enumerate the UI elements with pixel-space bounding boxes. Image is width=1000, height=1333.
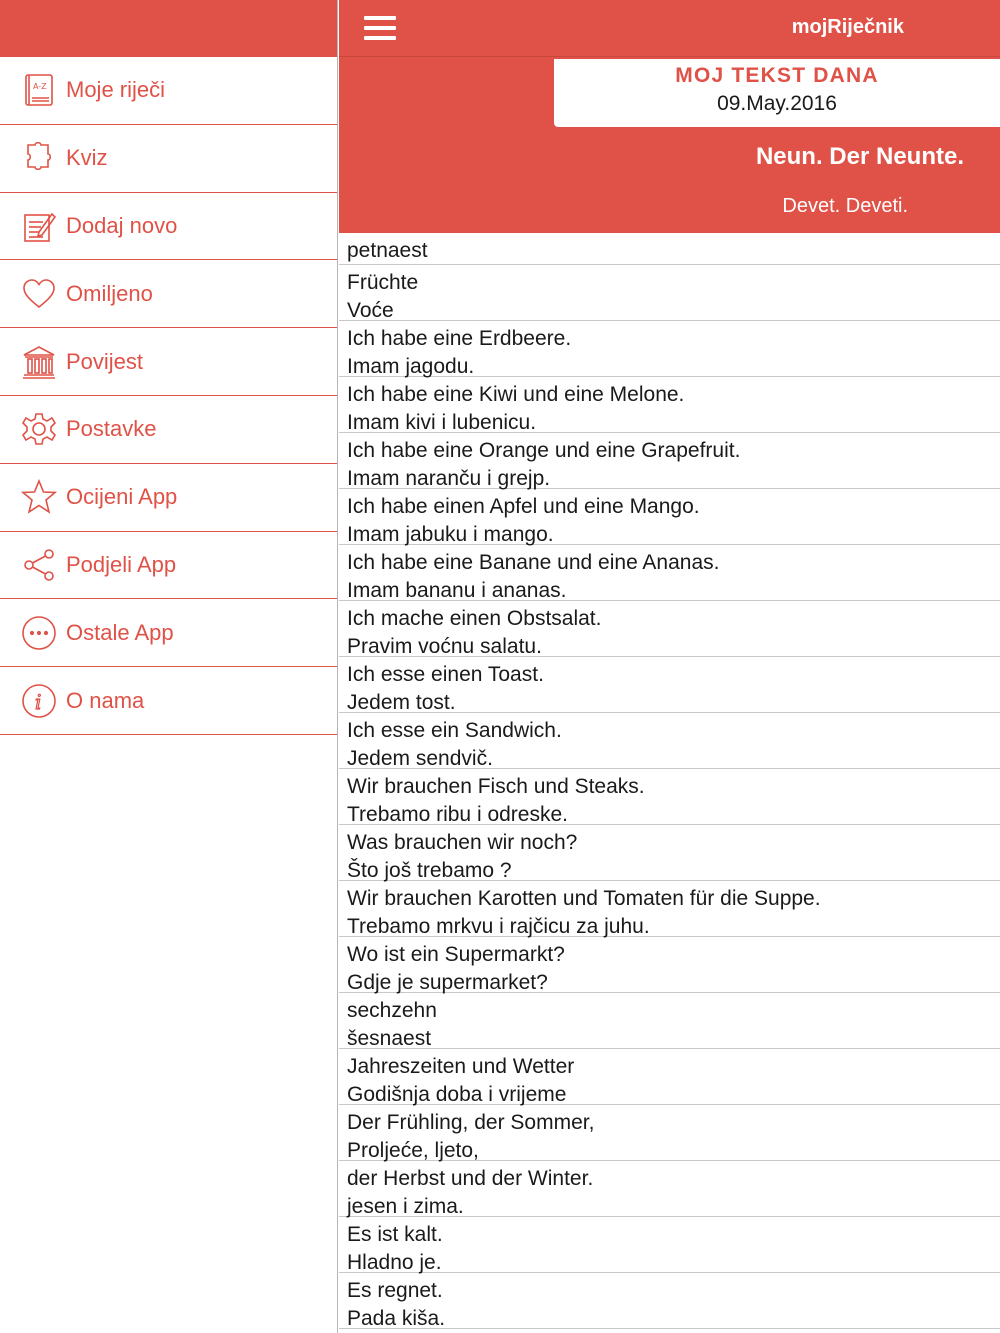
sidebar-item-label: Dodaj novo xyxy=(66,212,178,238)
list-item[interactable] xyxy=(339,601,1000,657)
sentence-german: Ich habe eine Erdbeere. xyxy=(347,327,572,350)
sidebar-item-kviz[interactable] xyxy=(0,125,337,193)
sentence-german: Was brauchen wir noch? xyxy=(347,831,578,854)
daily-text-card xyxy=(554,59,1000,127)
daily-text-panel xyxy=(339,57,1000,233)
list-item[interactable] xyxy=(339,545,1000,601)
more-icon xyxy=(20,614,58,652)
app-title: mojRiječnik xyxy=(791,16,904,38)
daily-text-title: MOJ TEKST DANA xyxy=(675,64,879,87)
sidebar-item-label: Kviz xyxy=(66,145,108,171)
svg-text:A-Z: A-Z xyxy=(33,82,47,92)
list-item[interactable] xyxy=(339,265,1000,321)
gear-icon xyxy=(20,410,58,448)
sentence-german: Wir brauchen Fisch und Steaks. xyxy=(347,775,645,798)
sentence-german: Ich habe eine Banane und eine Ananas. xyxy=(347,551,720,574)
sentence-croatian: Godišnja doba i vrijeme xyxy=(347,1082,567,1106)
sidebar-item-podjeli-app[interactable] xyxy=(0,532,337,600)
sentence-german: Es regnet. xyxy=(347,1279,443,1302)
info-icon xyxy=(20,682,58,720)
list-item[interactable] xyxy=(339,377,1000,433)
list-item[interactable] xyxy=(339,937,1000,993)
list-item[interactable] xyxy=(339,1105,1000,1161)
sidebar-item-povijest[interactable] xyxy=(0,328,337,396)
sentence-croatian: Voće xyxy=(347,298,394,322)
edit-note-icon xyxy=(20,207,58,245)
sentence-german: Der Frühling, der Sommer, xyxy=(347,1111,595,1134)
sentence-croatian: Pravim voćnu salatu. xyxy=(347,634,542,658)
list-item[interactable] xyxy=(339,881,1000,937)
dictionary-book-icon xyxy=(20,71,58,109)
sentence-croatian: Proljeće, ljeto, xyxy=(347,1138,479,1162)
sentence-croatian: jesen i zima. xyxy=(347,1194,464,1218)
main-content xyxy=(339,0,1000,1333)
sentence-croatian: Jedem sendvič. xyxy=(347,746,493,770)
daily-text-date: 09.May.2016 xyxy=(717,92,837,115)
sentence-croatian: Trebamo mrkvu i rajčicu za juhu. xyxy=(347,914,650,938)
sentence-german: Ich habe eine Orange und eine Grapefruit. xyxy=(347,439,741,462)
sentence-croatian: Imam bananu i ananas. xyxy=(347,578,567,602)
sentence-german: Es ist kalt. xyxy=(347,1223,443,1246)
sentence-croatian: Jedem tost. xyxy=(347,690,456,714)
sentence-croatian: Gdje je supermarket? xyxy=(347,970,548,994)
sidebar-item-postavke[interactable] xyxy=(0,396,337,464)
puzzle-icon xyxy=(20,139,58,177)
list-item[interactable] xyxy=(339,825,1000,881)
sidebar-header xyxy=(0,0,337,57)
sidebar-item-o-nama[interactable] xyxy=(0,667,337,735)
daily-phrase-german: Neun. Der Neunte. xyxy=(755,143,964,170)
sentence-croatian: Imam jabuku i mango. xyxy=(347,522,554,546)
sentence-croatian: Imam naranču i grejp. xyxy=(347,466,551,490)
sentence-croatian: Imam jagodu. xyxy=(347,354,475,378)
sidebar-item-label: Ocijeni App xyxy=(66,484,178,510)
sidebar xyxy=(0,0,338,1333)
sentence-german: Ich mache einen Obstsalat. xyxy=(347,607,602,630)
hamburger-menu-icon[interactable] xyxy=(361,12,399,44)
list-item[interactable] xyxy=(339,489,1000,545)
sentence-croatian: Što još trebamo ? xyxy=(347,858,512,882)
list-item[interactable] xyxy=(339,1049,1000,1105)
sidebar-item-ocijeni-app[interactable] xyxy=(0,464,337,532)
sentence-croatian: Pada kiša. xyxy=(347,1306,446,1330)
sentence-list[interactable] xyxy=(339,234,1000,1329)
list-item[interactable] xyxy=(339,1217,1000,1273)
navigation-bar xyxy=(339,0,1000,57)
list-item[interactable] xyxy=(339,433,1000,489)
sentence-german: Wo ist ein Supermarkt? xyxy=(347,943,565,966)
sentence-croatian: Trebamo ribu i odreske. xyxy=(347,802,568,826)
list-item[interactable] xyxy=(339,1161,1000,1217)
sidebar-item-label: Postavke xyxy=(66,416,157,442)
sentence-croatian: Hladno je. xyxy=(347,1250,442,1274)
sentence-german: Ich esse ein Sandwich. xyxy=(347,719,562,742)
svg-text:i: i xyxy=(35,689,42,714)
list-item[interactable] xyxy=(339,657,1000,713)
sentence-german: Jahreszeiten und Wetter xyxy=(347,1055,575,1078)
sidebar-item-label: Ostale App xyxy=(66,619,174,645)
sentence-german: sechzehn xyxy=(347,999,437,1022)
list-item[interactable] xyxy=(339,993,1000,1049)
share-icon xyxy=(20,546,58,584)
sidebar-item-moje-rijeci[interactable] xyxy=(0,57,337,125)
list-item[interactable] xyxy=(339,234,1000,265)
sidebar-item-label: Podjeli App xyxy=(66,551,177,577)
sentence-german: Ich esse einen Toast. xyxy=(347,663,544,686)
sentence-croatian: šesnaest xyxy=(347,1026,432,1050)
daily-phrase-croatian: Devet. Deveti. xyxy=(782,195,908,217)
list-item[interactable] xyxy=(339,321,1000,377)
list-item[interactable] xyxy=(339,713,1000,769)
sentence-german: Ich habe eine Kiwi und eine Melone. xyxy=(347,383,685,406)
sentence-german: Wir brauchen Karotten und Tomaten für die Suppe. xyxy=(347,887,821,910)
sidebar-item-label: Povijest xyxy=(66,348,144,374)
museum-icon xyxy=(20,343,58,381)
sidebar-item-label: Moje riječi xyxy=(66,77,166,103)
sentence-croatian: Imam kivi i lubenicu. xyxy=(347,410,537,434)
sidebar-item-ostale-app[interactable] xyxy=(0,599,337,667)
sidebar-item-label: Omiljeno xyxy=(66,280,153,306)
sentence-german: der Herbst und der Winter. xyxy=(347,1167,594,1190)
sentence-german: Früchte xyxy=(347,271,419,294)
sidebar-item-omiljeno[interactable] xyxy=(0,260,337,328)
list-item[interactable] xyxy=(339,769,1000,825)
sidebar-item-dodaj-novo[interactable] xyxy=(0,193,337,261)
star-icon xyxy=(20,478,58,516)
list-item[interactable] xyxy=(339,1273,1000,1329)
heart-icon xyxy=(20,275,58,313)
sentence-german: petnaest xyxy=(347,239,428,262)
sentence-german: Ich habe einen Apfel und eine Mango. xyxy=(347,495,700,518)
sidebar-item-label: O nama xyxy=(66,687,145,713)
